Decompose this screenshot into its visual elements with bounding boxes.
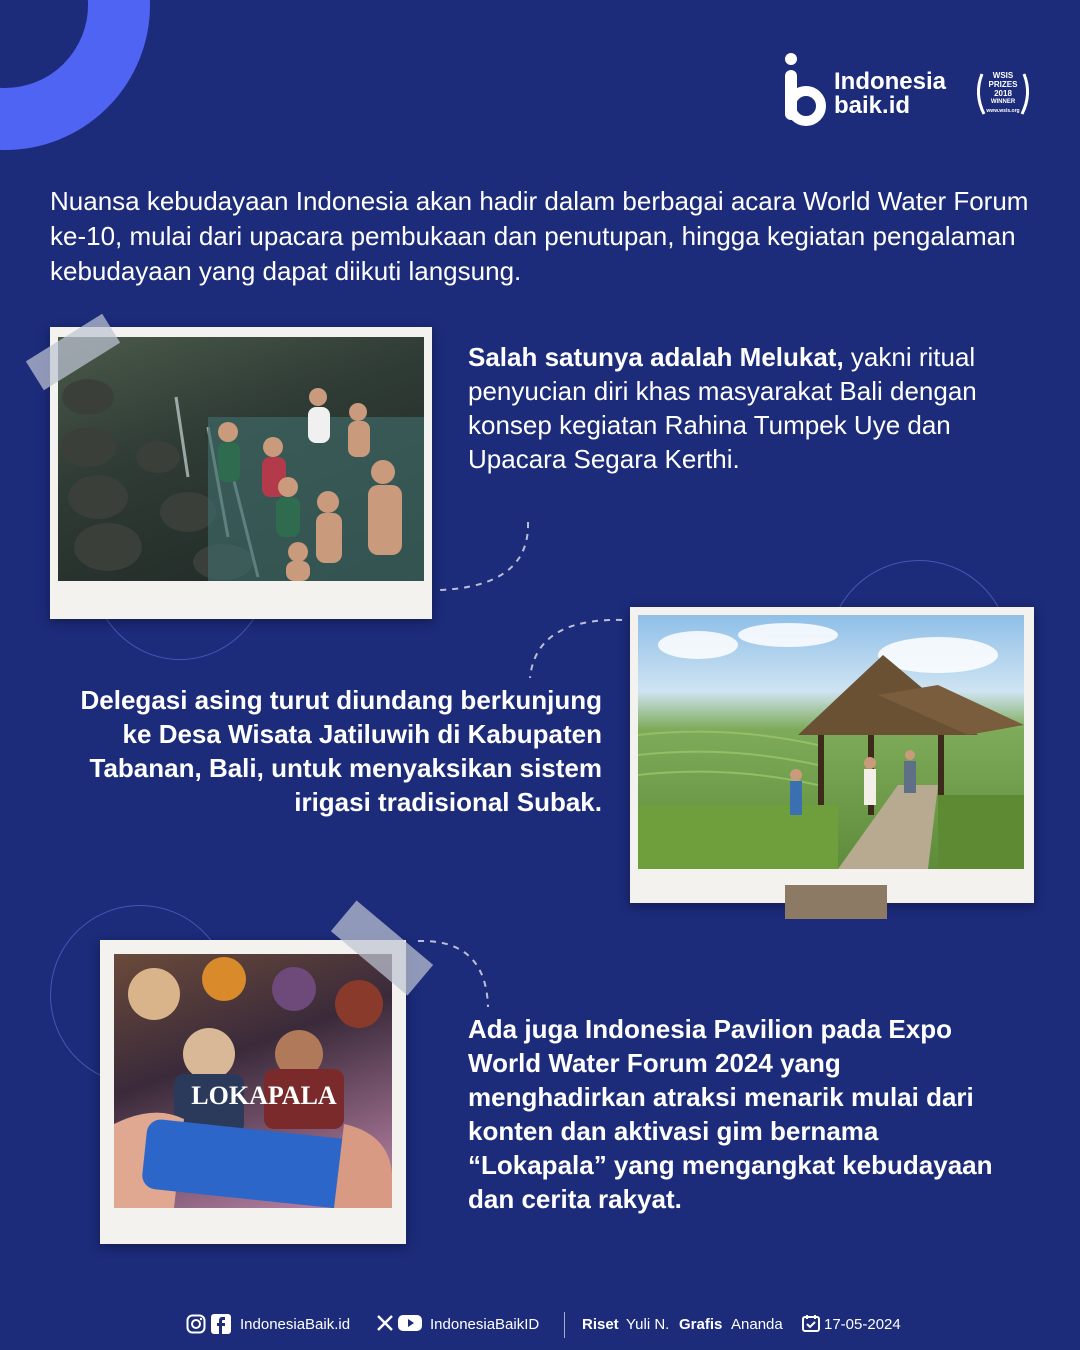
award-line-1: WSIS [992, 71, 1014, 80]
award-url: www.wsis.org [986, 108, 1020, 114]
footer [186, 1312, 906, 1340]
youtube-icon[interactable] [398, 1314, 422, 1332]
award-line-2: PRIZES [988, 80, 1018, 89]
graphic-label: Grafis [679, 1316, 723, 1333]
video-handle[interactable]: IndonesiaBaikID [430, 1316, 540, 1333]
section-1-text [468, 340, 1008, 476]
wsis-award-badge [972, 68, 1034, 126]
instagram-icon[interactable] [186, 1314, 206, 1334]
brand-line-1: Indonesia [834, 68, 947, 95]
indonesiabaik-logo-icon [782, 52, 826, 126]
section-2-text: Delegasi asing turut diundang berkunjung ke Desa Wisata Jatiluwih di Kabupaten Tabanan, Bali, untuk menyaksikan sistem irigasi tradisional Subak. [80, 685, 602, 817]
research-label: Riset [582, 1316, 619, 1333]
tape-decoration-2 [785, 885, 887, 919]
lokapala-logo: LOKAPALA [191, 1081, 337, 1110]
facebook-icon[interactable] [211, 1314, 231, 1334]
lokapala-game-art [114, 954, 392, 1208]
melukat-photo [58, 337, 424, 581]
footer-divider [564, 1312, 565, 1338]
brand-line-2: baik.id [834, 92, 911, 119]
photo-frame-jatiluwih [630, 607, 1034, 903]
dashed-arc-2 [522, 612, 632, 682]
intro-paragraph: Nuansa kebudayaan Indonesia akan hadir dalam berbagai acara World Water Forum ke-10, mulai dari upacara pembukaan dan penutupan, hingga kegiatan pengalaman kebudayaan yang dapat diikuti langsung. [50, 186, 1029, 286]
publish-date: 17-05-2024 [824, 1316, 901, 1333]
calendar-icon [802, 1314, 820, 1332]
section-1-body: yakni ritual penyucian diri khas masyarakat Bali dengan konsep kegiatan Rahina Tumpek Uye dan Upacara Segara Kerthi. [468, 342, 977, 474]
section-1-bold: Salah satunya adalah Melukat, [468, 342, 844, 372]
corner-ring-decoration [0, 0, 150, 150]
award-line-3: 2018 [994, 89, 1012, 98]
dashed-arc-1 [430, 520, 540, 600]
graphic-name: Ananda [731, 1316, 783, 1333]
award-line-4: WINNER [990, 99, 1016, 105]
social-handle[interactable]: IndonesiaBaik.id [240, 1316, 351, 1333]
jatiluwih-photo [638, 615, 1024, 869]
brand-name [834, 70, 946, 118]
brand-logo [782, 52, 1042, 132]
x-twitter-icon[interactable] [376, 1314, 394, 1332]
section-3-text: Ada juga Indonesia Pavilion pada Expo World Water Forum 2024 yang menghadirkan atraksi menarik mulai dari konten dan aktivasi gim bernama “Lokapala” yang mengangkat kebudayaan dan cerita rakyat. [468, 1014, 993, 1214]
research-name: Yuli N. [626, 1316, 670, 1333]
photo-frame-lokapala [100, 940, 406, 1244]
photo-frame-melukat [50, 327, 432, 619]
